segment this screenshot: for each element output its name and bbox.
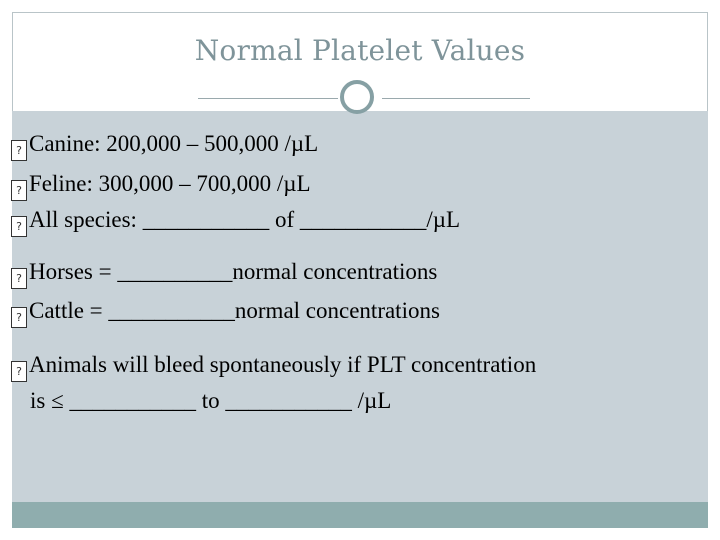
bullet-missing-glyph-icon: ? [11, 307, 27, 328]
bullet-text: Animals will bleed spontaneously if PLT concentration [29, 352, 537, 377]
bullet-item-bleeding [11, 352, 536, 382]
bullet-item-all-species [11, 207, 460, 237]
bullet-item-bleeding-continuation: is ≤ ___________ to ___________ /µL [30, 388, 392, 413]
bullet-missing-glyph-icon: ? [11, 268, 27, 289]
bullet-item-feline [11, 171, 311, 201]
bullet-missing-glyph-icon: ? [11, 216, 27, 237]
bullet-text: Canine: 200,000 – 500,000 /µL [29, 131, 319, 156]
bullet-text: All species: ___________ of ___________/µL [29, 207, 461, 232]
bullet-text: Feline: 300,000 – 700,000 /µL [29, 171, 311, 196]
bullet-item-cattle [11, 298, 440, 328]
slide-title: Normal Platelet Values [194, 34, 526, 67]
bullet-text: Horses = __________normal concentrations [29, 259, 438, 284]
bullet-missing-glyph-icon: ? [11, 361, 27, 382]
bullet-missing-glyph-icon: ? [11, 140, 27, 161]
bullet-text: Cattle = ___________normal concentrations [29, 298, 440, 323]
bullet-item-canine [11, 131, 318, 161]
bullet-item-horses [11, 259, 437, 289]
bullet-missing-glyph-icon: ? [11, 180, 27, 201]
